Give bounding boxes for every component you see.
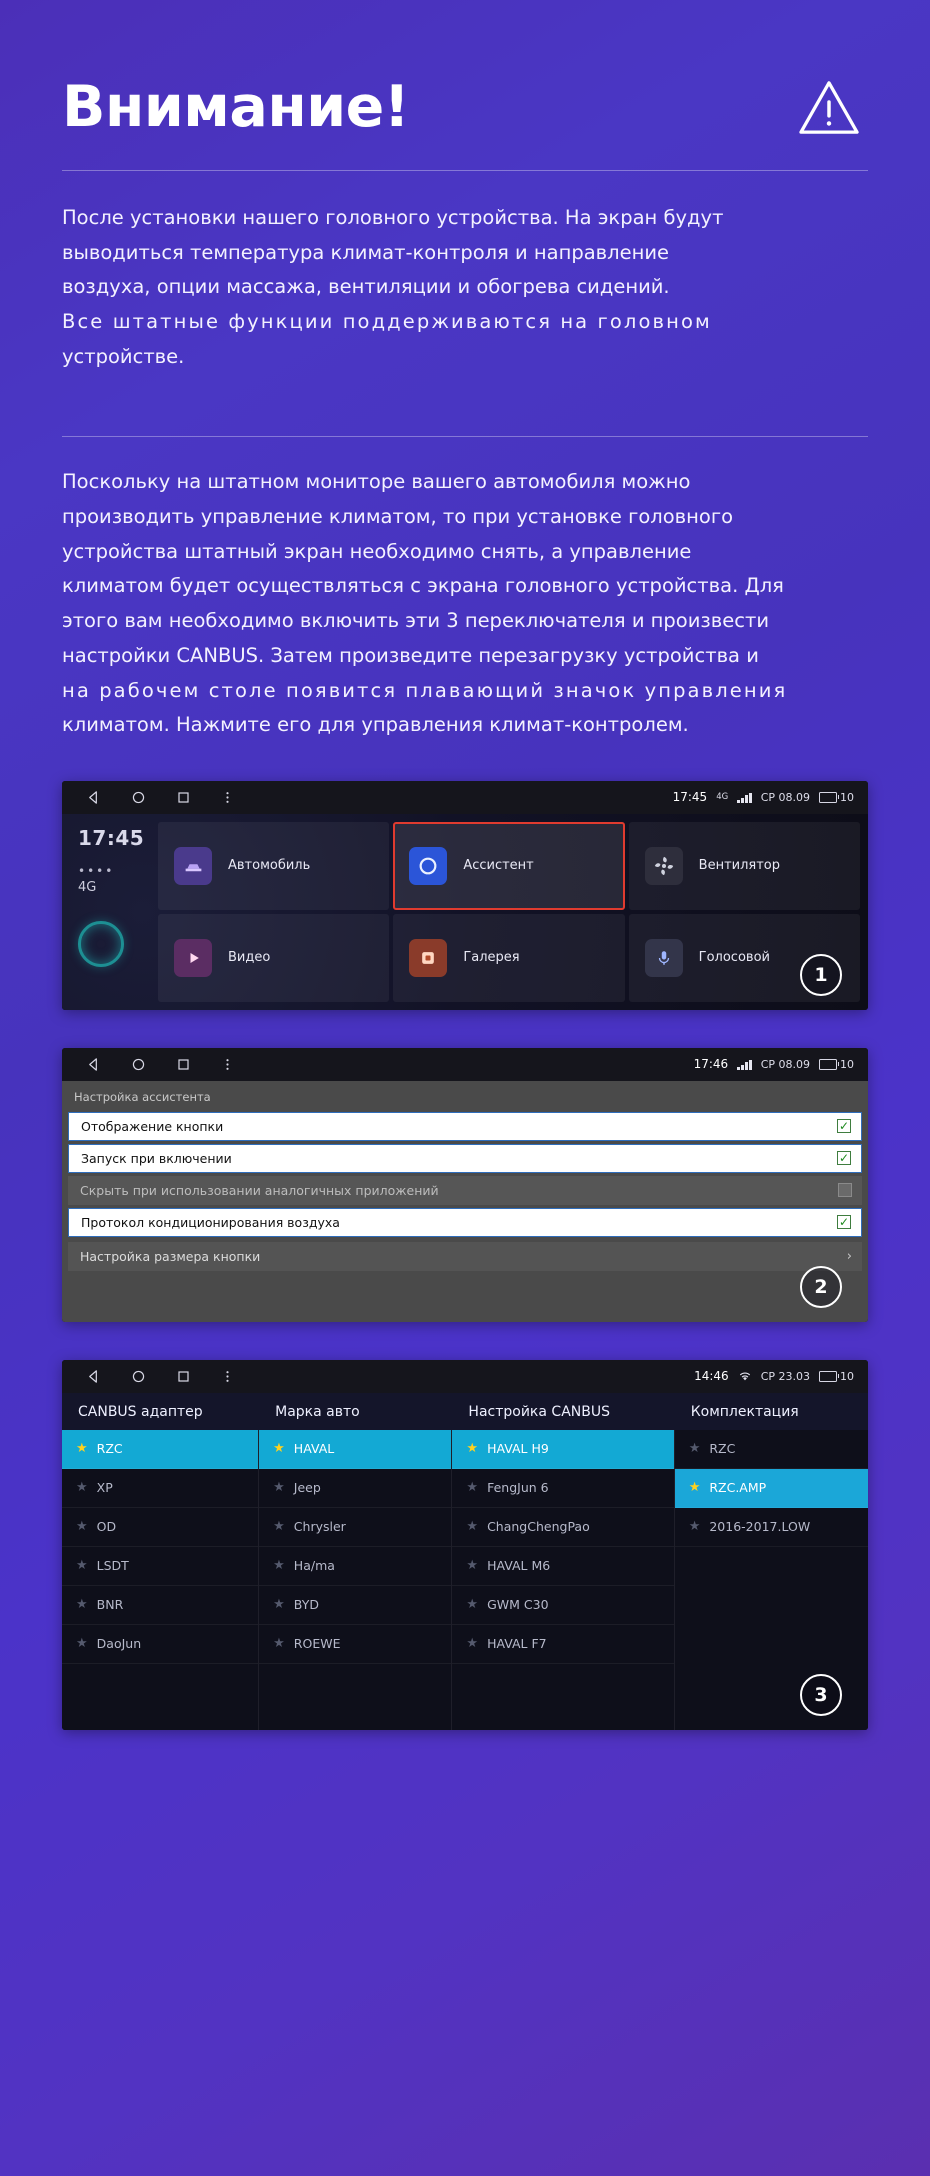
setting-label: Скрыть при использовании аналогичных приложений [80,1182,439,1198]
list-item[interactable] [675,1469,868,1508]
status-network-type: 4G [716,792,729,803]
header [62,74,868,140]
p2-line-4: климатом будет осуществляться с экрана головного устройства. Для [62,574,784,598]
microphone-icon [645,939,683,977]
star-icon: ★ [466,1558,479,1574]
step-badge-2: 2 [800,1266,842,1308]
assistant-icon [409,847,447,885]
item-label: LSDT [96,1558,129,1574]
list-item[interactable] [675,1430,868,1469]
home-circle-icon[interactable] [131,1057,146,1072]
p2-line-2: производить управление климатом, то при установке головного [62,505,734,529]
gallery-icon [409,939,447,977]
list-item[interactable] [62,1508,258,1547]
signal-bars-icon [737,792,752,803]
android-nav-bar[interactable] [86,1057,234,1072]
canbus-panel [62,1393,868,1730]
tile-car[interactable] [158,822,389,910]
star-icon: ★ [76,1480,88,1496]
item-label: FengJun 6 [487,1480,549,1496]
item-label: ROEWE [293,1636,341,1652]
battery-level: 10 [840,1369,854,1383]
home-circle-icon[interactable] [131,1369,146,1384]
checkbox-unchecked[interactable] [838,1183,852,1197]
tile-label: Автомобиль [228,858,311,874]
list-item[interactable] [62,1586,258,1625]
list-item[interactable] [675,1508,868,1547]
status-time: 14:46 [694,1369,729,1384]
p1-line-1: После установки нашего головного устройства. На экран будут [62,205,724,229]
wifi-icon [738,1371,752,1382]
p1-line-2: выводиться температура климат-контроля и направление [62,240,670,264]
star-icon: ★ [466,1480,479,1496]
star-icon: ★ [76,1636,88,1652]
tile-video[interactable] [158,914,389,1002]
android-nav-bar[interactable] [86,1369,234,1384]
divider-top [62,170,868,171]
p1-line-3: воздуха, опции массажа, вентиляции и обогрева сидений. [62,275,670,299]
list-item[interactable] [259,1547,451,1586]
item-label: XP [96,1480,113,1496]
tile-gallery[interactable] [393,914,624,1002]
list-item[interactable] [62,1625,258,1664]
item-label: HAVAL F7 [487,1636,547,1652]
star-icon: ★ [76,1558,88,1574]
statusbar-3-right [694,1369,854,1383]
battery-level: 10 [840,790,854,804]
back-icon[interactable] [86,1057,101,1072]
star-icon: ★ [466,1441,479,1457]
list-item[interactable] [452,1625,673,1664]
more-menu-icon[interactable] [221,1057,234,1072]
status-time: 17:45 [672,790,708,805]
p2-line-5: этого вам необходимо включить эти 3 переключателя и произвести [62,609,770,633]
tile-label: Галерея [463,950,520,966]
paragraph-two [62,465,868,743]
status-date: CP 08.09 [760,1057,810,1071]
tile-label: Ассистент [463,858,534,874]
checkbox-checked[interactable]: ✓ [838,1215,850,1230]
item-label: ChangChengPao [487,1519,590,1535]
star-icon: ★ [466,1636,479,1652]
item-label: Ha/ma [293,1558,335,1574]
p2-line-3: устройства штатный экран необходимо снять, а управление [62,539,692,563]
item-label: HAVAL M6 [487,1558,551,1574]
status-date: CP 08.09 [760,790,810,804]
recents-square-icon[interactable] [176,1369,191,1384]
star-icon: ★ [76,1441,88,1457]
list-item[interactable] [452,1469,673,1508]
list-item[interactable] [62,1469,258,1508]
launcher-tiles [158,814,868,1010]
tile-label: Видео [228,950,271,966]
battery-icon [819,1058,854,1071]
launcher-body [62,814,868,1010]
item-label: RZC [709,1441,736,1457]
star-icon: ★ [273,1558,285,1574]
recents-square-icon[interactable] [176,1057,191,1072]
recents-square-icon[interactable] [176,790,191,805]
warning-triangle-icon [798,79,860,137]
canbus-columns [62,1430,868,1730]
p2-line-7: на рабочем столе появится плавающий значок управления [62,678,788,702]
paragraph-one [62,201,868,375]
car-icon [174,847,212,885]
statusbar-1 [62,781,868,814]
more-menu-icon[interactable] [221,790,234,805]
column-header-setting: Настройка CANBUS [468,1403,610,1420]
status-time: 17:46 [693,1057,729,1072]
list-item[interactable] [62,1430,258,1469]
back-icon[interactable] [86,1369,101,1384]
home-circle-icon[interactable] [131,790,146,805]
setting-label: Запуск при включении [81,1150,232,1166]
canbus-column-adapter [62,1430,259,1730]
android-nav-bar[interactable] [86,790,234,805]
divider-middle [62,436,868,437]
screenshot-canbus [62,1360,868,1730]
item-label: RZC [96,1441,123,1457]
screenshot-launcher [62,781,868,1010]
list-item[interactable] [259,1625,451,1664]
list-item[interactable] [452,1430,673,1469]
setting-row-air-conditioning-protocol[interactable] [68,1208,862,1237]
item-label: HAVAL H9 [487,1441,549,1457]
star-icon: ★ [688,1519,701,1535]
list-item[interactable] [259,1586,451,1625]
battery-icon [819,1370,854,1383]
star-icon: ★ [466,1597,479,1613]
assistant-ring-icon[interactable] [78,921,124,967]
item-label: HAVAL [293,1441,335,1457]
star-icon: ★ [273,1441,285,1457]
settings-panel [62,1081,868,1322]
setting-row-show-button[interactable] [68,1112,862,1141]
item-label: Jeep [293,1480,321,1496]
star-icon: ★ [76,1597,88,1613]
p2-line-8: климатом. Нажмите его для управления климат-контролем. [62,713,689,737]
column-header-adapter: CANBUS адаптер [78,1403,203,1420]
setting-row-hide-similar-apps[interactable] [68,1176,862,1205]
star-icon: ★ [466,1519,479,1535]
star-icon: ★ [688,1480,701,1496]
page-title: Внимание! [62,74,410,140]
video-icon [174,939,212,977]
item-label: BNR [96,1597,124,1613]
launcher-left-panel [62,814,158,1010]
back-icon[interactable] [86,790,101,805]
launcher-clock: 17:45 [78,825,145,850]
list-item[interactable] [452,1586,673,1625]
launcher-network: 4G [78,879,97,895]
canbus-column-brand [259,1430,452,1730]
item-label: 2016-2017.LOW [709,1519,811,1535]
canbus-headers [62,1393,868,1430]
battery-icon [819,791,854,804]
statusbar-2-right [694,1057,854,1071]
chevron-right-icon: › [846,1248,852,1264]
tile-fan[interactable] [629,822,860,910]
statusbar-2 [62,1048,868,1081]
settings-title: Настройка ассистента [62,1081,868,1112]
item-label: Chrysler [293,1519,346,1535]
star-icon: ★ [273,1597,285,1613]
setting-label: Протокол кондиционирования воздуха [81,1214,340,1230]
list-item[interactable] [259,1508,451,1547]
star-icon: ★ [273,1480,285,1496]
column-header-trim: Комплектация [690,1403,799,1420]
setting-row-button-size[interactable] [68,1242,862,1271]
column-header-brand: Марка авто [275,1403,360,1420]
tile-label: Вентилятор [698,858,781,874]
tile-assistant[interactable] [393,822,624,910]
signal-dots: •••• [78,863,115,878]
list-item[interactable] [452,1547,673,1586]
p2-line-6: настройки CANBUS. Затем произведите перезагрузку устройства и [62,643,759,667]
p1-line-5: устройстве. [62,344,185,368]
star-icon: ★ [76,1519,88,1535]
star-icon: ★ [273,1519,285,1535]
list-item[interactable] [259,1430,451,1469]
item-label: OD [96,1519,117,1535]
more-menu-icon[interactable] [221,1369,234,1384]
setting-label: Настройка размера кнопки [80,1248,261,1264]
setting-row-launch-on-start[interactable] [68,1144,862,1173]
status-date: CP 23.03 [760,1369,810,1383]
p1-line-4: Все штатные функции поддерживаются на головном [62,309,712,333]
statusbar-1-right [673,790,854,804]
step-badge-3: 3 [800,1674,842,1716]
checkbox-checked[interactable]: ✓ [838,1151,850,1166]
item-label: GWM C30 [487,1597,549,1613]
screenshot-assistant-settings [62,1048,868,1322]
item-label: DaoJun [96,1636,142,1652]
star-icon: ★ [688,1441,701,1457]
list-item[interactable] [62,1547,258,1586]
battery-level: 10 [840,1057,854,1071]
p2-line-1: Поскольку на штатном мониторе вашего автомобиля можно [62,470,691,494]
signal-bars-icon [737,1059,752,1070]
canbus-column-setting [452,1430,674,1730]
checkbox-checked[interactable]: ✓ [838,1119,850,1134]
step-badge-1: 1 [800,954,842,996]
setting-label: Отображение кнопки [81,1118,224,1134]
star-icon: ★ [273,1636,285,1652]
list-item[interactable] [259,1469,451,1508]
fan-icon [645,847,683,885]
item-label: RZC.AMP [709,1480,767,1496]
tile-label: Голосовой [698,950,770,966]
list-item[interactable] [452,1508,673,1547]
item-label: BYD [293,1597,319,1613]
statusbar-3 [62,1360,868,1393]
